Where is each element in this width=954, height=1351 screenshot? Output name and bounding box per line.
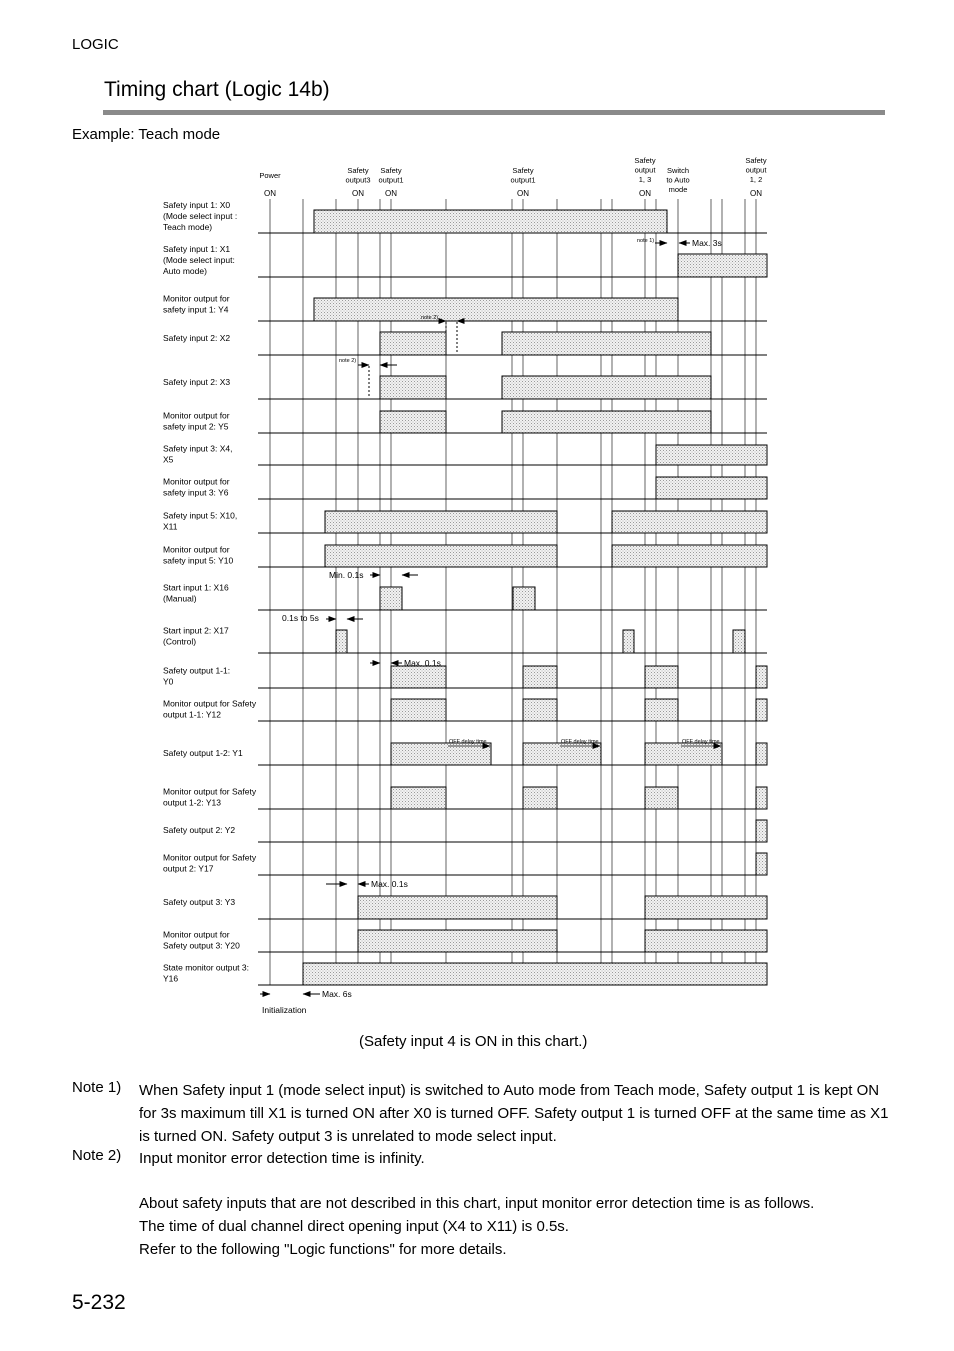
event-4-state: ON xyxy=(517,189,529,198)
max-01s-b-label: Max. 0.1s xyxy=(371,879,408,889)
pulse-row16-4 xyxy=(756,787,767,809)
event-5-line-1: Safety xyxy=(634,156,656,165)
signal-label-6 xyxy=(163,411,230,432)
signal-label-3 xyxy=(163,294,230,315)
event-3-state: ON xyxy=(385,189,397,198)
signal-13-line-1: Safety output 1-1: xyxy=(163,665,231,676)
pulse-row1-1 xyxy=(314,210,667,233)
pulse-row16-1 xyxy=(391,787,446,809)
event-header-4 xyxy=(510,166,535,198)
initialization-label: Initialization xyxy=(262,1005,307,1015)
event-3-line-1: Safety xyxy=(380,166,402,175)
note-2-head: Note 2) xyxy=(72,1147,122,1164)
pulse-row5-2 xyxy=(502,376,711,399)
signal-9-line-2: X11 xyxy=(163,521,178,532)
signal-14-line-1: Monitor output for Safety xyxy=(163,698,257,709)
event-headers xyxy=(259,156,767,198)
max-6s-label: Max. 6s xyxy=(322,989,352,999)
event-7-line-1: Safety xyxy=(745,156,767,165)
signal-label-5 xyxy=(163,377,230,387)
note-2-label-a: note 2) xyxy=(421,315,439,321)
signal-18-line-1: Monitor output for Safety xyxy=(163,852,257,863)
pulse-row18-1 xyxy=(756,853,767,875)
event-7-state: ON xyxy=(750,189,762,198)
signal-5-line-1: Safety input 2: X3 xyxy=(163,377,231,387)
signal-label-7 xyxy=(163,444,232,465)
signal-pulses xyxy=(303,210,767,985)
signal-2-line-2: (Mode select input: xyxy=(163,255,235,265)
pulse-row16-3 xyxy=(645,787,678,809)
pulse-row12-1 xyxy=(336,630,347,653)
signal-label-17 xyxy=(163,825,235,835)
range-label: 0.1s to 5s xyxy=(282,613,319,623)
signal-label-19 xyxy=(163,897,235,907)
signal-14-line-2: output 1-1: Y12 xyxy=(163,709,221,720)
signal-label-8 xyxy=(163,477,230,498)
event-5-line-3: 1, 3 xyxy=(638,175,652,184)
pulse-row3-1 xyxy=(314,298,678,321)
event-1-state: ON xyxy=(264,189,276,198)
signal-labels xyxy=(163,200,257,984)
event-6-line-2: to Auto xyxy=(666,175,690,185)
pulse-row5-1 xyxy=(380,376,446,399)
example-label: Example: Teach mode xyxy=(72,126,221,143)
event-2-line-1: Safety xyxy=(347,166,369,175)
off-delay-label-1: OFF delay time xyxy=(449,739,487,745)
signal-20-line-2: Safety output 3: Y20 xyxy=(163,940,240,951)
event-header-5 xyxy=(634,156,656,198)
extra-line-2: The time of dual channel direct opening input (X4 to X11) is 0.5s. xyxy=(139,1218,569,1235)
signal-label-2 xyxy=(163,244,235,276)
event-4-line-1: Safety xyxy=(512,166,534,175)
signal-7-line-2: X5 xyxy=(163,454,174,465)
signal-label-1 xyxy=(163,200,237,232)
signal-label-9 xyxy=(163,511,237,532)
max-01s-a-label: Max. 0.1s xyxy=(404,658,441,668)
extra-notes xyxy=(139,1192,889,1261)
signal-16-line-1: Monitor output for Safety xyxy=(163,786,257,797)
pulse-row14-2 xyxy=(523,699,557,721)
pulse-row19-1 xyxy=(358,896,557,919)
signal-label-20 xyxy=(163,930,240,951)
signal-label-4 xyxy=(163,333,230,343)
signal-1-line-1: Safety input 1: X0 xyxy=(163,200,231,210)
event-header-6 xyxy=(666,166,689,194)
signal-10-line-2: safety input 5: Y10 xyxy=(163,555,234,566)
pulse-row16-2 xyxy=(523,787,557,809)
signal-label-21 xyxy=(163,963,249,984)
pulse-row12-3 xyxy=(733,630,745,653)
signal-label-14 xyxy=(163,699,257,720)
off-delay-label-3: OFF delay time xyxy=(682,739,720,745)
note-2-text: Input monitor error detection time is infinity. xyxy=(139,1150,425,1167)
signal-3-line-1: Monitor output for xyxy=(163,293,230,304)
pulse-row10-2 xyxy=(612,545,767,567)
signal-1-line-3: Teach mode) xyxy=(163,222,213,232)
event-4-line-2: output1 xyxy=(510,175,536,185)
signal-11-line-2: (Manual) xyxy=(163,593,197,604)
pulse-row15-4 xyxy=(756,743,767,765)
signal-label-10 xyxy=(163,545,234,566)
event-6-line-3: mode xyxy=(668,185,688,194)
note-1-head: Note 1) xyxy=(72,1079,122,1096)
event-5-state: ON xyxy=(639,189,651,198)
event-2-line-2: output3 xyxy=(345,175,371,185)
signal-label-11 xyxy=(163,583,229,604)
signal-label-13 xyxy=(163,666,230,687)
pulse-row14-3 xyxy=(645,699,678,721)
signal-2-line-1: Safety input 1: X1 xyxy=(163,244,231,254)
pulse-row6-1 xyxy=(380,411,446,433)
pulse-row2-1 xyxy=(678,254,767,277)
signal-3-line-2: safety input 1: Y4 xyxy=(163,304,229,315)
signal-21-line-1: State monitor output 3: xyxy=(163,962,249,973)
pulse-row13-4 xyxy=(756,666,767,688)
pulse-row9-1 xyxy=(325,511,557,533)
pulse-row17-1 xyxy=(756,820,767,842)
page-number: 5-232 xyxy=(72,1291,126,1314)
pulse-row13-3 xyxy=(645,666,678,688)
pulse-row10-1 xyxy=(325,545,557,567)
signal-17-line-1: Safety output 2: Y2 xyxy=(163,825,236,835)
event-7-line-2: output xyxy=(745,165,767,175)
pulse-row9-2 xyxy=(612,511,767,533)
event-header-2 xyxy=(345,166,370,198)
min-01s-label: Min. 0.1s xyxy=(329,570,364,580)
signal-6-line-1: Monitor output for xyxy=(163,410,230,421)
event-header-1 xyxy=(259,171,281,198)
pulse-row8-1 xyxy=(656,477,767,499)
signal-8-line-2: safety input 3: Y6 xyxy=(163,487,229,498)
page-title: Timing chart (Logic 14b) xyxy=(104,78,330,101)
signal-12-line-2: (Control) xyxy=(163,636,197,647)
signal-8-line-1: Monitor output for xyxy=(163,476,230,487)
signal-19-line-1: Safety output 3: Y3 xyxy=(163,897,236,907)
off-delay-label-2: OFF delay time xyxy=(561,739,599,745)
pulse-row12-2 xyxy=(623,630,634,653)
signal-21-line-2: Y16 xyxy=(163,973,179,984)
signal-10-line-1: Monitor output for xyxy=(163,544,230,555)
pulse-row4-1 xyxy=(380,332,446,355)
event-5-line-2: output xyxy=(634,165,656,175)
extra-line-1: About safety inputs that are not described in this chart, input monitor error detection time is as follows. xyxy=(139,1195,815,1212)
event-7-line-3: 1, 2 xyxy=(749,175,763,184)
pulse-row7-1 xyxy=(656,445,767,465)
signal-13-line-2: Y0 xyxy=(163,676,174,687)
max-3s-label: Max. 3s xyxy=(692,238,722,248)
extra-line-3: Refer to the following "Logic functions" for more details. xyxy=(139,1241,507,1258)
signal-label-16 xyxy=(163,787,257,808)
chart-caption: (Safety input 4 is ON in this chart.) xyxy=(359,1033,588,1050)
event-6-line-1: Switch xyxy=(666,166,690,175)
section-label: LOGIC xyxy=(72,36,119,53)
signal-label-15 xyxy=(163,748,243,758)
signal-4-line-1: Safety input 2: X2 xyxy=(163,333,231,343)
signal-15-line-1: Safety output 1-2: Y1 xyxy=(163,748,243,758)
signal-16-line-2: output 1-2: Y13 xyxy=(163,797,221,808)
note-1-text: When Safety input 1 (mode select input) is switched to Auto mode from Teach mode, Safety output 1 is kept ON for 3s maximum till X1 is turned ON after X0 is turned OFF. Safety output 1 is turned OFF at the same time as X1 is turned ON. Safety output 3 is unrelated to mode select input. xyxy=(139,1082,889,1145)
pulse-row14-1 xyxy=(391,699,446,721)
pulse-row4-2 xyxy=(502,332,711,355)
signal-12-line-1: Start input 2: X17 xyxy=(163,625,229,636)
pulse-row14-4 xyxy=(756,699,767,721)
pulse-row19-2 xyxy=(645,896,767,919)
pulse-row20-1 xyxy=(358,930,557,952)
signal-label-18 xyxy=(163,853,257,874)
signal-6-line-2: safety input 2: Y5 xyxy=(163,421,229,432)
signal-18-line-2: output 2: Y17 xyxy=(163,863,214,874)
event-header-3 xyxy=(378,166,403,198)
signal-7-line-1: Safety input 3: X4, xyxy=(163,443,233,454)
pulse-row13-1 xyxy=(391,666,446,688)
note-1-label: note 1) xyxy=(637,238,655,244)
signal-9-line-1: Safety input 5: X10, xyxy=(163,510,238,521)
pulse-row11-1 xyxy=(380,587,402,610)
pulse-row13-2 xyxy=(523,666,557,688)
signal-2-line-3: Auto mode) xyxy=(163,266,207,276)
pulse-row6-2 xyxy=(502,411,711,433)
signal-20-line-1: Monitor output for xyxy=(163,929,230,940)
pulse-row11-2 xyxy=(513,587,535,610)
event-2-state: ON xyxy=(352,189,364,198)
signal-1-line-2: (Mode select input : xyxy=(163,211,238,221)
pulse-row20-2 xyxy=(645,930,767,952)
event-header-7 xyxy=(745,156,767,198)
event-3-line-2: output1 xyxy=(378,175,404,185)
signal-label-12 xyxy=(163,626,229,647)
pulse-row21-1 xyxy=(303,963,767,985)
note-2-label-b: note 2) xyxy=(339,358,357,364)
signal-11-line-1: Start input 1: X16 xyxy=(163,582,229,593)
event-1-line-1: Power xyxy=(259,171,281,180)
